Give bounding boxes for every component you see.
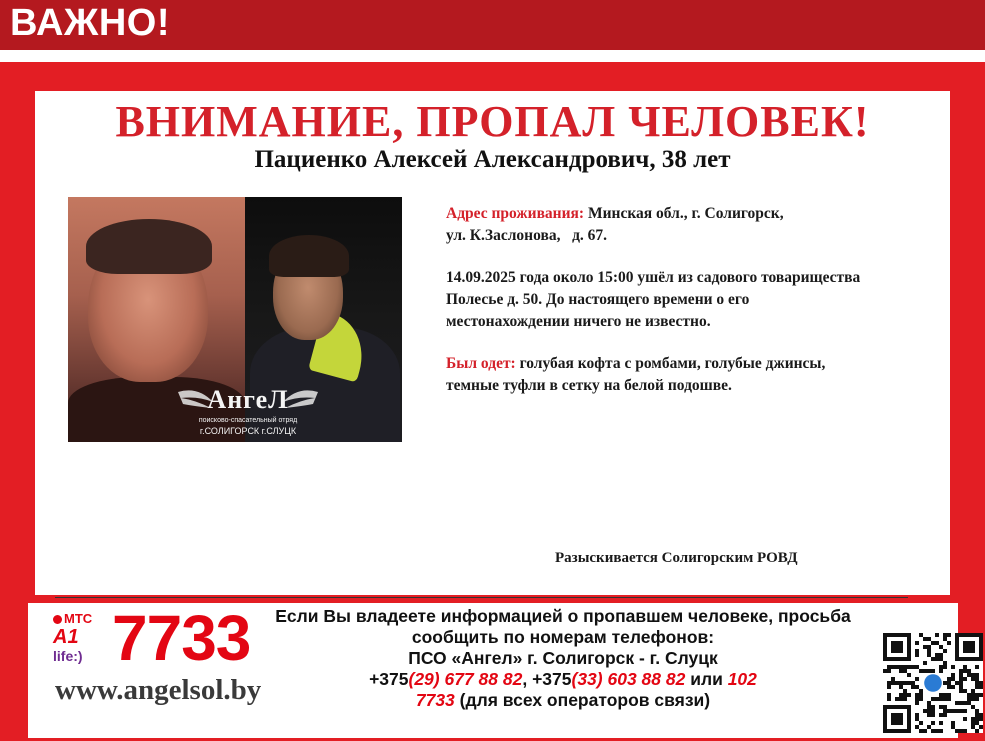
watermark-cities: г.СОЛИГОРСК г.СЛУЦК bbox=[199, 426, 297, 436]
banner-title: ВАЖНО! bbox=[10, 2, 170, 44]
watermark-subtitle: поисково-спасательный отряд bbox=[198, 417, 298, 424]
mts-logo: МТС bbox=[53, 611, 113, 626]
phone-4[interactable]: 7733 bbox=[415, 690, 455, 710]
divider bbox=[55, 597, 908, 598]
clothes-label: Был одет: bbox=[446, 355, 516, 372]
request-line2: сообщить по номерам телефонов: bbox=[411, 627, 715, 647]
missing-person-name: Пациенко Алексей Александрович, 38 лет bbox=[254, 146, 731, 173]
request-line1: Если Вы владеете информацией о пропавшем человеке, просьба bbox=[275, 606, 851, 626]
headline: ВНИМАНИЕ, ПРОПАЛ ЧЕЛОВЕК! bbox=[115, 97, 870, 146]
address-line1: Минская обл., г. Солигорск, bbox=[587, 205, 784, 222]
qr-code[interactable] bbox=[883, 633, 983, 733]
address-line2: ул. К.Заслонова, д. 67. bbox=[446, 227, 608, 244]
angel-watermark bbox=[173, 382, 323, 440]
operator-logos bbox=[53, 611, 113, 664]
address bbox=[446, 203, 946, 247]
circumstances-line3: местонахождении ничего не известно. bbox=[446, 313, 711, 330]
clothes-line1: голубая кофта с ромбами, голубые джинсы, bbox=[519, 355, 826, 372]
qr-code-icon bbox=[883, 633, 983, 733]
request-line3: ПСО «Ангел» г. Солигорск - г. Слуцк bbox=[408, 648, 718, 668]
phone-2[interactable]: (33) 603 88 82 bbox=[571, 669, 686, 689]
contact-request bbox=[253, 606, 873, 711]
circumstances-line1: 14.09.2025 года около 15:00 ушёл из садового товарищества bbox=[446, 269, 861, 286]
contact-footer bbox=[28, 603, 958, 738]
notice-panel bbox=[35, 91, 950, 595]
mts-egg-icon bbox=[53, 615, 62, 624]
a1-logo: A1 bbox=[53, 626, 79, 648]
details-block bbox=[446, 203, 946, 417]
watermark-title: АнгеЛ bbox=[207, 385, 289, 414]
phone-3[interactable]: 102 bbox=[727, 669, 757, 689]
website-link[interactable]: www.angelsol.by bbox=[55, 674, 262, 706]
life-logo: life:) bbox=[53, 648, 83, 664]
address-label: Адрес проживания: bbox=[446, 205, 585, 222]
short-number: 7733 bbox=[112, 602, 251, 674]
wanted-by: Разыскивается Солигорским РОВД bbox=[555, 550, 798, 566]
circumstances-line2: Полесье д. 50. До настоящего времени о его bbox=[446, 291, 750, 308]
phone-1[interactable]: (29) 677 88 82 bbox=[408, 669, 523, 689]
clothes-line2: темные туфли в сетку на белой подошве. bbox=[446, 377, 732, 394]
clothes bbox=[446, 353, 946, 397]
top-banner bbox=[0, 0, 985, 50]
circumstances bbox=[446, 267, 946, 333]
person-photos bbox=[68, 197, 402, 442]
phones-line-2: 7733 (для всех операторов связи) bbox=[415, 690, 711, 710]
phones-line: +375(29) 677 88 82, +375(33) 603 88 82 или 102 bbox=[369, 669, 757, 689]
